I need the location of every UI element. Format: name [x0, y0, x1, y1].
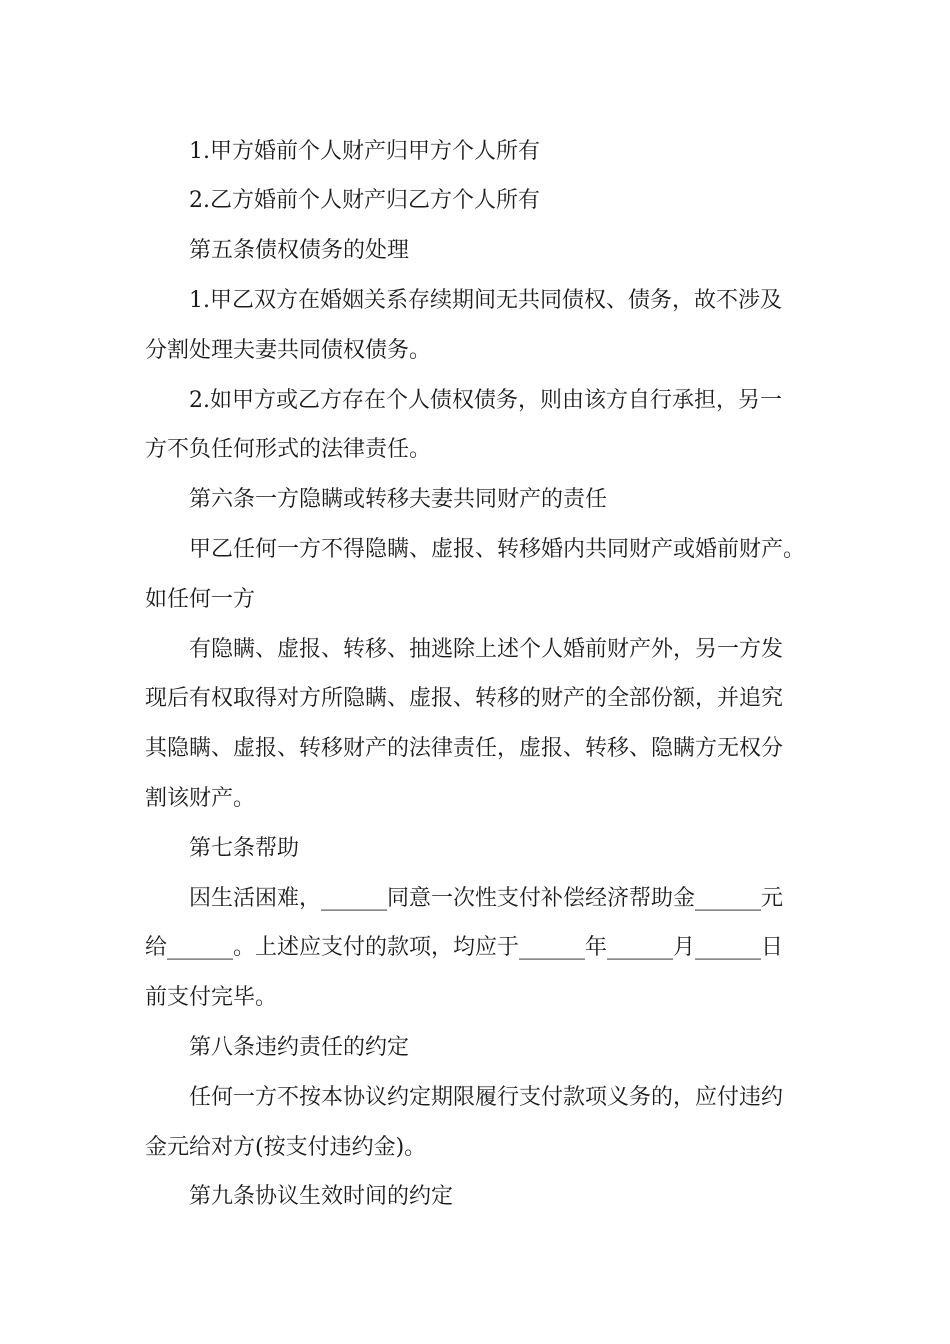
clause-6-paragraph-2-line-2: 现后有权取得对方所隐瞒、虚报、转移的财产的全部份额，并追究	[145, 686, 784, 711]
clause-5-item-1-line-1: 1.甲乙双方在婚姻关系存续期间无共同债权、债务，故不涉及	[189, 288, 782, 313]
clause-6-paragraph-2-line-3: 其隐瞒、虚报、转移财产的法律责任，虚报、转移、隐瞒方无权分	[145, 736, 784, 761]
clause-4-item-2: 2.乙方婚前个人财产归乙方个人所有	[189, 188, 540, 213]
clause-8-paragraph-line-2: 金元给对方(按支付违约金)。	[145, 1135, 427, 1160]
clause-5-heading: 第五条债权债务的处理	[189, 238, 410, 263]
clause-8-heading: 第八条违约责任的约定	[189, 1035, 410, 1060]
clause-6-paragraph-1-line-2: 如任何一方	[145, 587, 256, 612]
clause-6-heading: 第六条一方隐瞒或转移夫妻共同财产的责任	[189, 487, 608, 512]
clause-8-paragraph-line-1: 任何一方不按本协议约定期限履行支付款项义务的，应付违约	[189, 1085, 784, 1110]
clause-4-item-1: 1.甲方婚前个人财产归甲方个人所有	[189, 139, 540, 164]
clause-9-heading: 第九条协议生效时间的约定	[189, 1184, 454, 1209]
clause-6-paragraph-1-line-1: 甲乙任何一方不得隐瞒、虚报、转移婚内共同财产或婚前财产。	[189, 537, 806, 562]
clause-5-item-2-line-2: 方不负任何形式的法律责任。	[145, 437, 432, 462]
clause-7-heading: 第七条帮助	[189, 836, 300, 861]
clause-6-paragraph-2-line-4: 割该财产。	[145, 786, 256, 811]
clause-7-paragraph-line-3: 前支付完毕。	[145, 985, 278, 1010]
clause-5-item-2-line-1: 2.如甲方或乙方存在个人债权债务，则由该方自行承担，另一	[189, 388, 782, 413]
clause-6-paragraph-2-line-1: 有隐瞒、虚报、转移、抽逃除上述个人婚前财产外，另一方发	[189, 637, 784, 662]
clause-7-paragraph-line-2: 给______。上述应支付的款项，均应于______年______月______日	[145, 935, 784, 960]
clause-5-item-1-line-2: 分割处理夫妻共同债权债务。	[145, 338, 432, 363]
clause-7-paragraph-line-1: 因生活困难，______同意一次性支付补偿经济帮助金______元	[189, 886, 784, 911]
